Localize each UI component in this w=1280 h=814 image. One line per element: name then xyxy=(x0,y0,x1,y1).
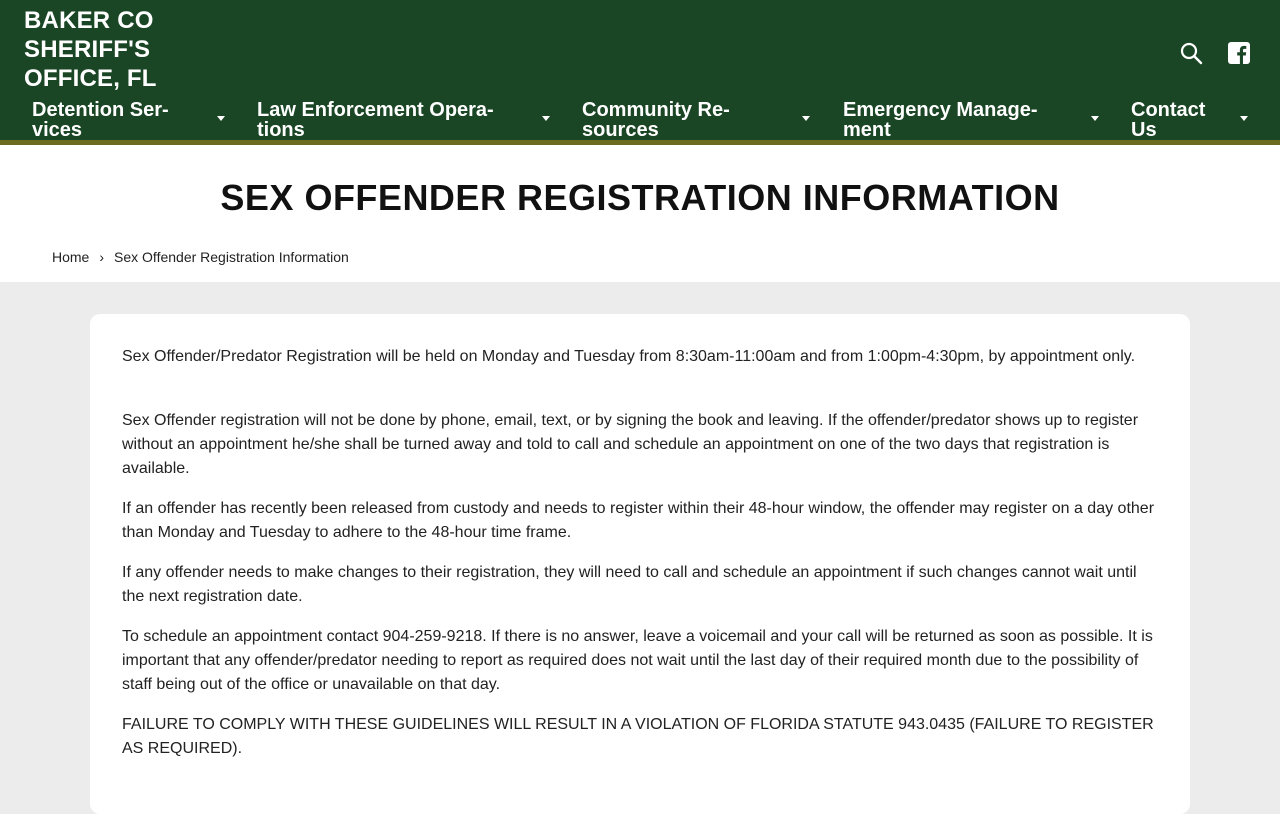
caret-down-icon[interactable] xyxy=(1240,116,1248,121)
caret-down-icon[interactable] xyxy=(542,116,550,121)
caret-down-icon[interactable] xyxy=(217,116,225,121)
nav-item-detention-services[interactable] xyxy=(32,100,169,140)
breadcrumb xyxy=(52,249,349,265)
nav-item-label: Detention Ser- xyxy=(32,99,169,121)
site-title-line: OFFICE, FL xyxy=(24,65,157,92)
nav-item-label: Contact xyxy=(1131,99,1206,121)
nav-item-community-resources[interactable] xyxy=(582,100,730,140)
nav-item-label: tions xyxy=(257,119,305,141)
page-title: SEX OFFENDER REGISTRATION INFORMATION xyxy=(220,177,1060,218)
nav-item-contact-us[interactable] xyxy=(1131,100,1205,140)
nav-item-label: Community Re- xyxy=(582,99,730,121)
content-paragraph: Sex Offender registration will not be done by phone, email, text, or by signing the book and leaving. If the offender/predator shows up to register without an appointment he/she shall be turned away and told to call and schedule an appointment on one of the two days that registration is available. xyxy=(122,412,1139,477)
content-paragraph: To schedule an appointment contact 904-259-9218. If there is no answer, leave a voicemail and your call will be returned as soon as possible. It is important that any offender/predator needing to report as required does not wait until the last day of their required month due to the possibility of staff being out of the office or unavailable on that day. xyxy=(122,628,1153,693)
content-card xyxy=(90,314,1190,814)
nav-item-label: ment xyxy=(843,119,891,141)
caret-down-icon[interactable] xyxy=(802,116,810,121)
nav-item-law-enforcement-operations[interactable] xyxy=(257,100,494,140)
breadcrumb-home-link[interactable]: Home xyxy=(52,249,90,265)
nav-item-label: sources xyxy=(582,119,659,141)
nav-item-label: Emergency Manage- xyxy=(843,99,1038,121)
breadcrumb-current: Sex Offender Registration Information xyxy=(114,249,349,265)
header-icons xyxy=(1178,40,1252,66)
content-body xyxy=(122,345,1158,777)
site-title-line: BAKER CO xyxy=(24,7,154,34)
site-title[interactable] xyxy=(24,6,157,93)
breadcrumb-separator: › xyxy=(99,249,105,265)
content-paragraph: FAILURE TO COMPLY WITH THESE GUIDELINES WILL RESULT IN A VIOLATION OF FLORIDA STATUTE 943.0435 (FAILURE TO REGISTER AS REQUIRED). xyxy=(122,716,1154,757)
facebook-icon[interactable] xyxy=(1226,40,1252,66)
content-paragraph: If an offender has recently been released from custody and needs to register within their 48-hour window, the offender may register on a day other than Monday and Tuesday to adhere to the 48-hour time frame. xyxy=(122,500,1155,541)
nav-item-emergency-management[interactable] xyxy=(843,100,1038,140)
site-title-line: SHERIFF'S xyxy=(24,36,151,63)
content-paragraph: If any offender needs to make changes to their registration, they will need to call and schedule an appointment if such changes cannot wait until the next registration date. xyxy=(122,564,1137,605)
nav-item-label: Law Enforcement Opera- xyxy=(257,99,494,121)
nav-item-label: Us xyxy=(1131,119,1157,141)
nav-item-label: vices xyxy=(32,119,83,141)
main-nav xyxy=(0,100,1280,140)
content-paragraph: Sex Offender/Predator Registration will be held on Monday and Tuesday from 8:30am-11:00am and from 1:00pm-4:30pm, by appointment only. xyxy=(122,348,1136,365)
page-title-band xyxy=(0,145,1280,282)
search-icon[interactable] xyxy=(1178,40,1204,66)
caret-down-icon[interactable] xyxy=(1091,116,1099,121)
site-header xyxy=(0,0,1280,145)
